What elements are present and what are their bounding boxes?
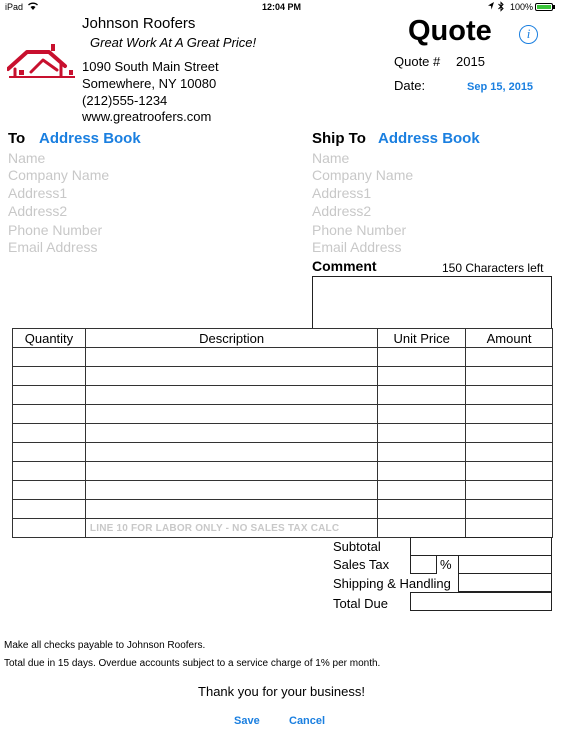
thank-you-note[interactable]: Thank you for your business!: [198, 684, 365, 699]
quantity-cell[interactable]: [13, 348, 86, 367]
carrier-label: iPad: [5, 2, 24, 12]
quantity-cell[interactable]: [13, 481, 86, 500]
header-unit-price: Unit Price: [378, 329, 466, 348]
sales-tax-percent-field[interactable]: [410, 555, 437, 574]
total-due-label: Total Due: [333, 596, 388, 611]
quantity-cell[interactable]: [13, 462, 86, 481]
company-website[interactable]: www.greatroofers.com: [82, 109, 212, 124]
house-logo-icon[interactable]: [7, 42, 77, 78]
quantity-cell[interactable]: [13, 424, 86, 443]
subtotal-field[interactable]: [410, 537, 552, 556]
table-row: [13, 405, 553, 424]
quote-title: Quote: [408, 15, 492, 47]
payable-note[interactable]: Make all checks payable to Johnson Roofers.: [4, 640, 206, 651]
ship-address2-field[interactable]: Address2: [312, 203, 372, 219]
terms-note[interactable]: Total due in 15 days. Overdue accounts subject to a service charge of 1% per month.: [4, 658, 381, 669]
table-row: [13, 519, 553, 538]
to-address1-field[interactable]: Address1: [8, 185, 68, 201]
description-cell[interactable]: [85, 405, 377, 424]
to-label: To: [8, 130, 26, 147]
amount-cell[interactable]: [466, 500, 553, 519]
table-row: [13, 481, 553, 500]
bluetooth-icon: [497, 1, 505, 12]
info-icon[interactable]: i: [519, 25, 538, 44]
quantity-cell[interactable]: [13, 443, 86, 462]
table-row: [13, 443, 553, 462]
company-phone[interactable]: (212)555-1234: [82, 93, 168, 108]
quantity-cell[interactable]: [13, 519, 86, 538]
comment-label: Comment: [312, 258, 377, 274]
table-row: [13, 367, 553, 386]
amount-cell[interactable]: [466, 443, 553, 462]
table-row: [13, 386, 553, 405]
company-slogan[interactable]: Great Work At A Great Price!: [90, 35, 257, 50]
battery-icon: [535, 3, 553, 11]
to-email-field[interactable]: Email Address: [8, 239, 98, 255]
quantity-cell[interactable]: [13, 500, 86, 519]
to-name-field[interactable]: Name: [8, 150, 46, 166]
amount-cell[interactable]: [466, 348, 553, 367]
table-row: [13, 424, 553, 443]
amount-cell[interactable]: [466, 481, 553, 500]
unit-price-cell[interactable]: [378, 367, 466, 386]
table-row: [13, 500, 553, 519]
header-amount: Amount: [466, 329, 553, 348]
amount-cell[interactable]: [466, 386, 553, 405]
battery-nub: [553, 5, 555, 9]
ship-to-label: Ship To: [312, 130, 366, 147]
percent-sign: %: [440, 557, 452, 572]
cancel-button[interactable]: Cancel: [289, 715, 326, 727]
amount-cell[interactable]: [466, 519, 553, 538]
company-address-1[interactable]: 1090 South Main Street: [82, 59, 219, 74]
description-cell[interactable]: [85, 348, 377, 367]
ship-company-field[interactable]: Company Name: [312, 167, 414, 183]
unit-price-cell[interactable]: [378, 462, 466, 481]
description-cell[interactable]: [85, 481, 377, 500]
quote-number-field[interactable]: 2015: [456, 54, 485, 69]
sales-tax-amount-field[interactable]: [458, 555, 552, 574]
status-time: 12:04 PM: [261, 2, 302, 12]
sales-tax-label: Sales Tax: [333, 557, 390, 572]
quote-number-label: Quote #: [394, 54, 441, 69]
labor-note-cell[interactable]: LINE 10 FOR LABOR ONLY - NO SALES TAX CALC: [85, 519, 377, 538]
ship-email-field[interactable]: Email Address: [312, 239, 402, 255]
unit-price-cell[interactable]: [378, 386, 466, 405]
unit-price-cell[interactable]: [378, 348, 466, 367]
save-button[interactable]: Save: [234, 715, 260, 727]
unit-price-cell[interactable]: [378, 443, 466, 462]
date-label: Date:: [394, 78, 426, 93]
date-picker[interactable]: Sep 15, 2015: [467, 81, 534, 93]
comment-textarea[interactable]: [312, 276, 552, 330]
unit-price-cell[interactable]: [378, 424, 466, 443]
company-name[interactable]: Johnson Roofers: [82, 15, 196, 32]
ship-phone-field[interactable]: Phone Number: [312, 222, 407, 238]
ship-to-address-book-button[interactable]: Address Book: [378, 130, 480, 147]
ship-address1-field[interactable]: Address1: [312, 185, 372, 201]
amount-cell[interactable]: [466, 424, 553, 443]
description-cell[interactable]: [85, 386, 377, 405]
to-address2-field[interactable]: Address2: [8, 203, 68, 219]
amount-cell[interactable]: [466, 367, 553, 386]
total-due-field[interactable]: [410, 592, 552, 611]
unit-price-cell[interactable]: [378, 405, 466, 424]
quantity-cell[interactable]: [13, 405, 86, 424]
table-row: [13, 462, 553, 481]
header-quantity: Quantity: [13, 329, 86, 348]
description-cell[interactable]: [85, 462, 377, 481]
battery-percent: 100%: [510, 2, 534, 12]
characters-left-count: 150: [442, 261, 463, 275]
amount-cell[interactable]: [466, 405, 553, 424]
characters-left-label: Characters left: [465, 261, 544, 275]
amount-cell[interactable]: [466, 462, 553, 481]
description-cell[interactable]: [85, 424, 377, 443]
shipping-label: Shipping & Handling: [333, 576, 451, 591]
to-phone-field[interactable]: Phone Number: [8, 222, 103, 238]
ship-name-field[interactable]: Name: [312, 150, 350, 166]
location-arrow-icon: [487, 1, 495, 11]
table-header-row: [13, 329, 553, 348]
line-items-table: [12, 328, 553, 538]
characters-left: [442, 261, 543, 275]
to-address-book-button[interactable]: Address Book: [39, 130, 141, 147]
header-description: Description: [85, 329, 377, 348]
table-row: [13, 348, 553, 367]
status-bar: [0, 0, 563, 14]
shipping-field[interactable]: [458, 573, 552, 592]
description-cell[interactable]: [85, 500, 377, 519]
unit-price-cell[interactable]: [378, 500, 466, 519]
unit-price-cell[interactable]: [378, 519, 466, 538]
description-cell[interactable]: [85, 443, 377, 462]
unit-price-cell[interactable]: [378, 481, 466, 500]
company-address-2[interactable]: Somewhere, NY 10080: [82, 76, 217, 91]
to-company-field[interactable]: Company Name: [8, 167, 110, 183]
subtotal-label: Subtotal: [333, 539, 381, 554]
quantity-cell[interactable]: [13, 386, 86, 405]
description-cell[interactable]: [85, 367, 377, 386]
quantity-cell[interactable]: [13, 367, 86, 386]
